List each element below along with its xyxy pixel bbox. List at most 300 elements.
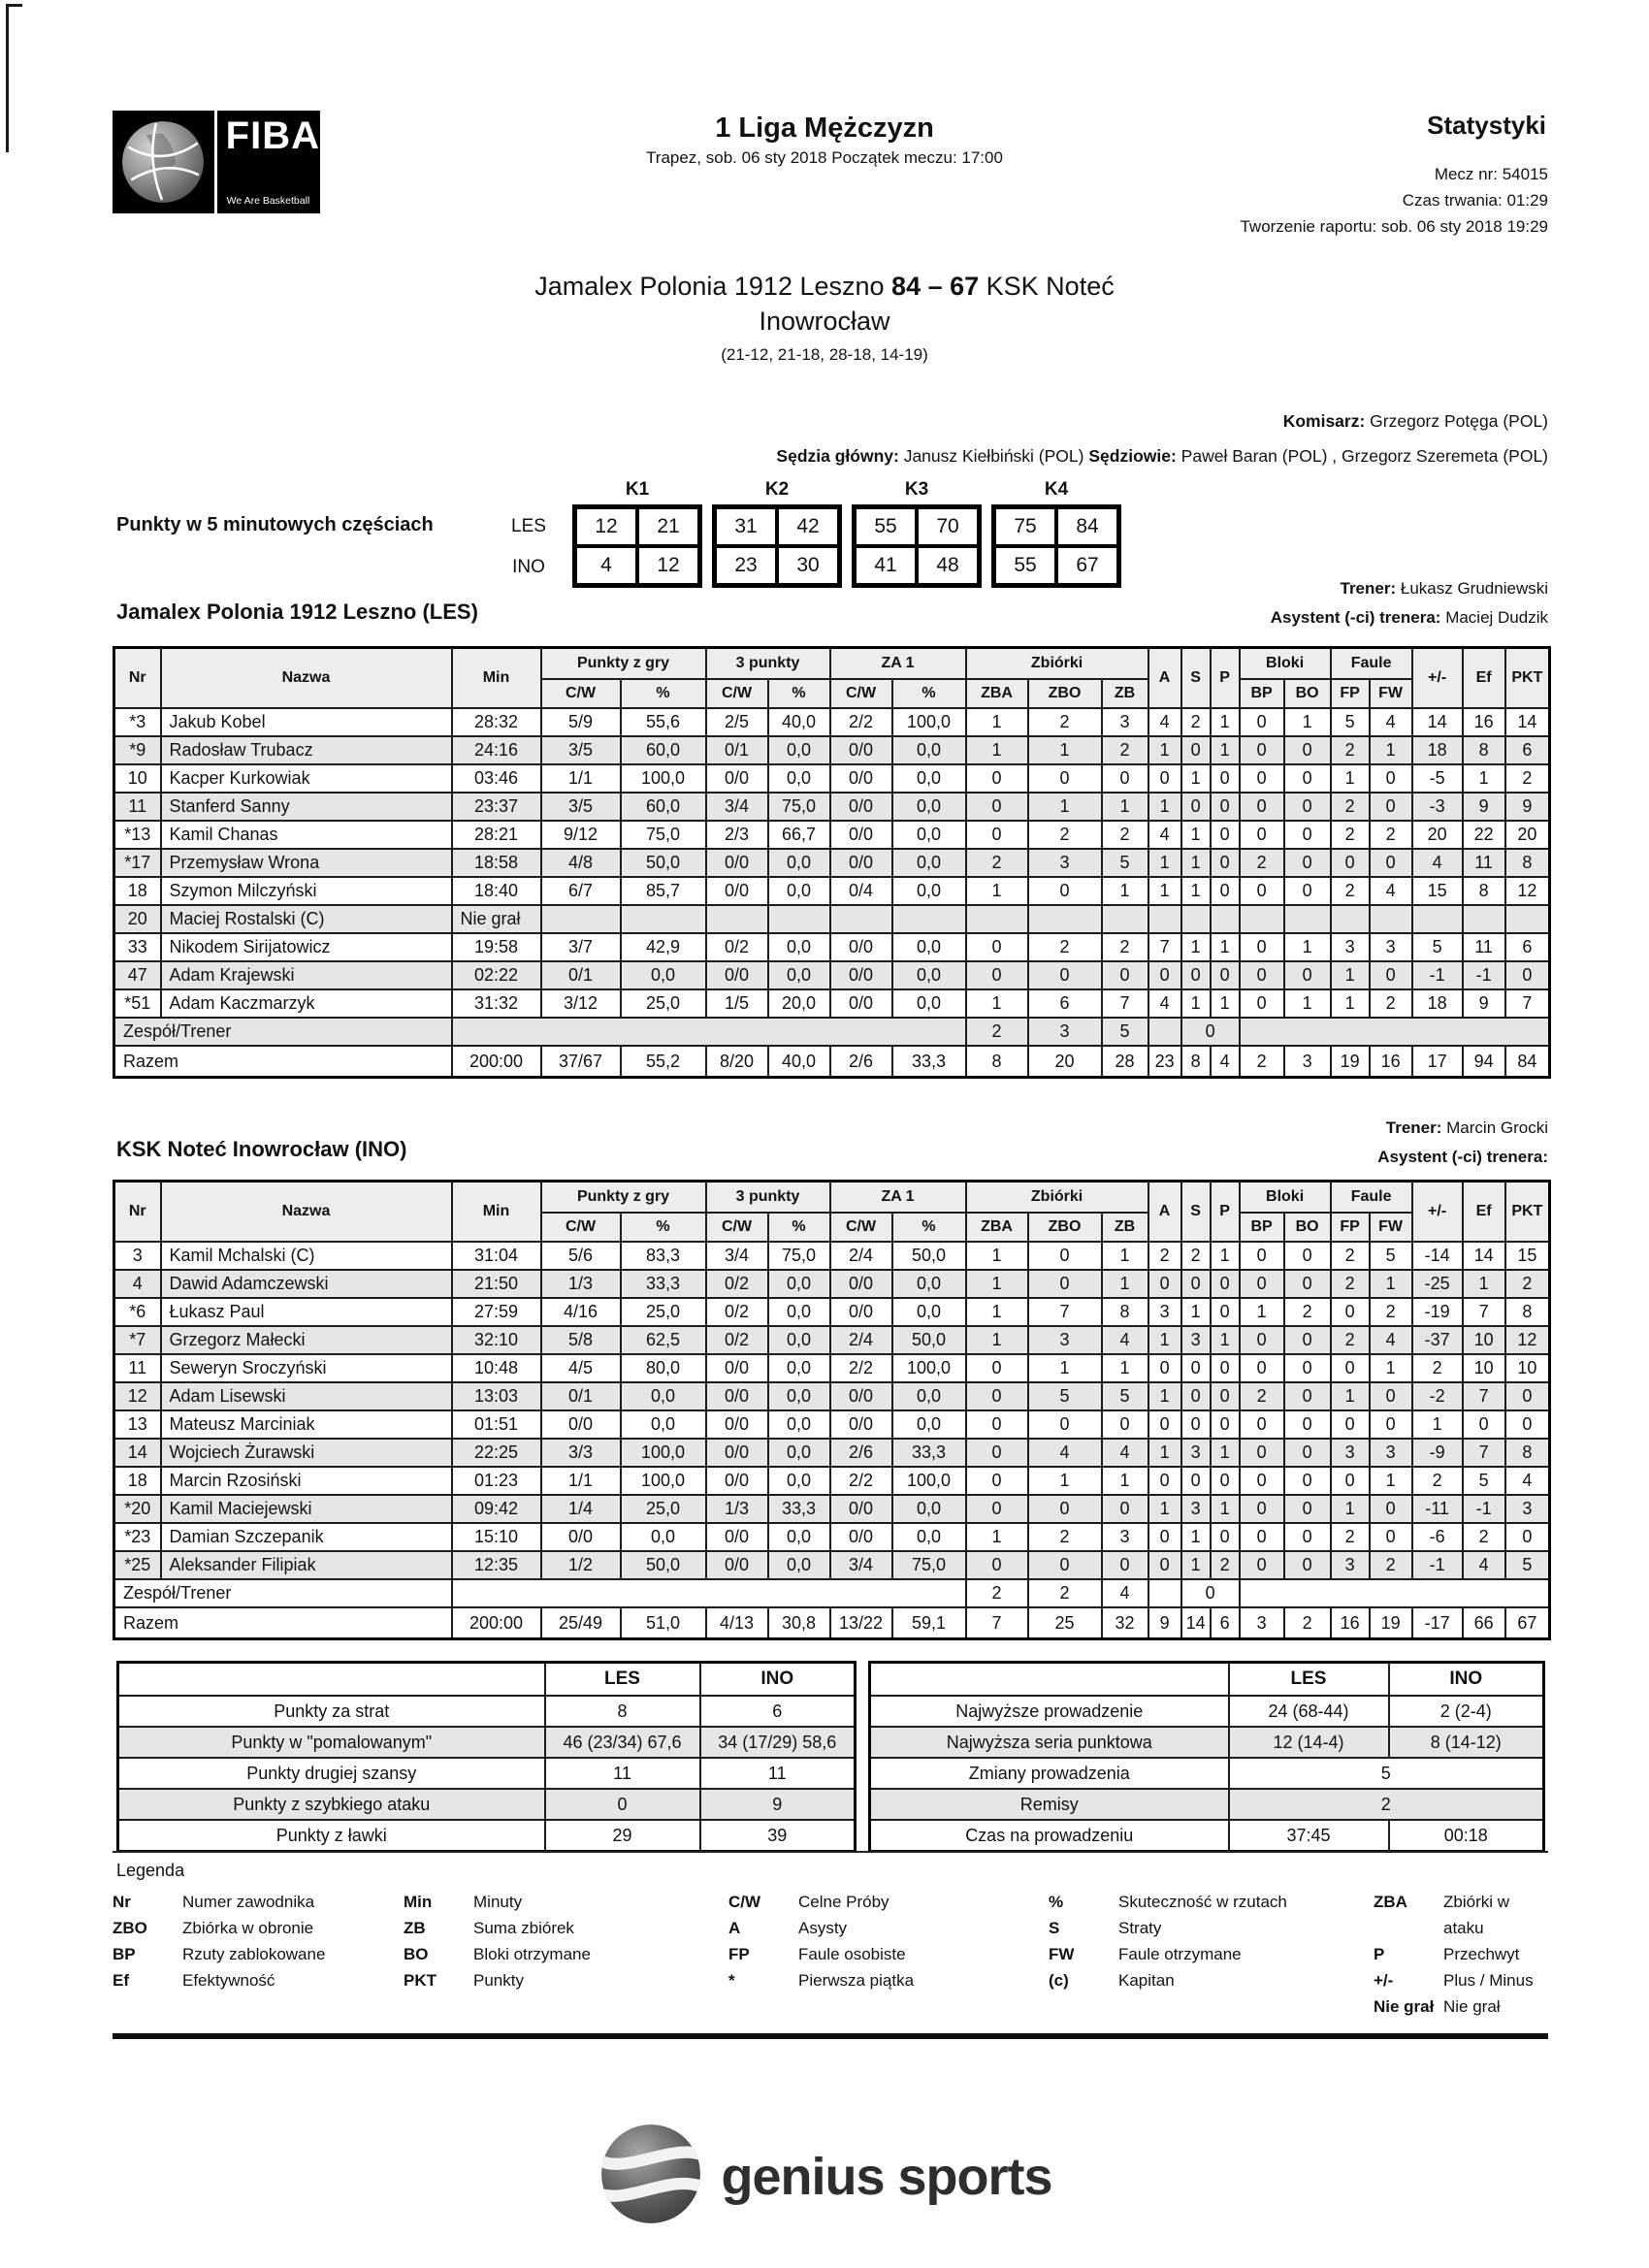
stat-cell: 23 [1148, 1046, 1181, 1078]
stat-cell: 1 [1412, 1410, 1463, 1439]
stat-cell: 0,0 [768, 1354, 830, 1382]
stat-cell: 4 [1370, 708, 1412, 736]
stat-cell: 0 [1331, 1467, 1370, 1495]
stat-cell: 0 [1211, 764, 1240, 793]
stat-cell: 24:16 [452, 736, 541, 764]
stat-cell: 3/3 [541, 1439, 621, 1467]
stat-cell: 0/0 [830, 849, 892, 877]
box-score-table [113, 1180, 1551, 1640]
fiba-tagline: We Are Basketball [226, 195, 310, 207]
stat-cell: 09:42 [452, 1495, 541, 1523]
stat-cell: 0,0 [768, 764, 830, 793]
stat-cell: 0/0 [830, 961, 892, 989]
stat-cell [452, 1579, 966, 1607]
stat-cell: 0,0 [768, 933, 830, 961]
player-name: Aleksander Filipiak [161, 1551, 452, 1579]
stat-cell: 0,0 [892, 989, 966, 1018]
stat-cell: 1 [966, 877, 1028, 905]
period-score-groups [572, 479, 1131, 588]
stat-cell: *25 [114, 1551, 161, 1579]
stat-cell: 1 [1102, 793, 1148, 821]
stat-cell: 0,0 [892, 764, 966, 793]
stat-cell: 10:48 [452, 1354, 541, 1382]
stat-cell: 0 [966, 821, 1028, 849]
stat-cell: 4 [1412, 849, 1463, 877]
stat-cell: 6 [1505, 736, 1550, 764]
stat-cell: 5/9 [541, 708, 621, 736]
summary-label: Punkty z ławki [118, 1820, 545, 1852]
stat-cell: 0 [1181, 961, 1211, 989]
quarter-score-cell: 31 [715, 507, 777, 546]
quarter-score-grid [991, 504, 1121, 588]
team1-assistant-line: Asystent (-ci) trenera: Maciej Dudzik [1270, 608, 1548, 627]
summary-value-les: 12 (14-4) [1229, 1727, 1389, 1758]
totals-row [114, 1046, 1550, 1078]
legend-term: ZB [404, 1919, 426, 1937]
stat-cell: 0 [1211, 1270, 1240, 1298]
stat-cell: 0 [966, 1410, 1028, 1439]
stat-cell: 100,0 [621, 764, 706, 793]
stat-cell [1412, 905, 1463, 933]
stat-cell: 0 [1505, 961, 1550, 989]
stat-cell: 2 [1028, 933, 1102, 961]
stat-cell: 0,0 [892, 736, 966, 764]
quarter-score-cell: 70 [917, 507, 979, 546]
stat-cell: 3/4 [830, 1551, 892, 1579]
legend-definition: Straty [1118, 1919, 1162, 1937]
stat-cell: 100,0 [892, 708, 966, 736]
stat-cell: 0/0 [830, 933, 892, 961]
player-row [114, 1354, 1550, 1382]
stat-cell: 18 [114, 1467, 161, 1495]
stat-cell: *51 [114, 989, 161, 1018]
stat-cell: 0/0 [541, 1523, 621, 1551]
stat-cell: 3/12 [541, 989, 621, 1018]
stat-cell: 33,3 [768, 1495, 830, 1523]
stat-cell: 0/1 [541, 961, 621, 989]
stat-cell: 1/3 [541, 1270, 621, 1298]
stat-cell: 0,0 [768, 1523, 830, 1551]
quarter-score-cell: 67 [1056, 546, 1118, 585]
summary-row [870, 1758, 1544, 1789]
stat-cell: 3 [1028, 1018, 1102, 1046]
stat-cell: 0 [1102, 1551, 1148, 1579]
stat-cell: 3/5 [541, 736, 621, 764]
column-header: P [1211, 648, 1240, 709]
stat-cell: 0 [1028, 1495, 1102, 1523]
summary-row [870, 1820, 1544, 1852]
stat-cell: 32 [1102, 1607, 1148, 1639]
column-subheader: FW [1370, 679, 1412, 708]
stat-cell: 0 [1284, 1270, 1331, 1298]
column-header: Nr [114, 1182, 161, 1243]
stat-cell: 0 [1284, 1410, 1331, 1439]
column-header: Ef [1463, 1182, 1505, 1243]
stat-cell: 1 [1211, 1242, 1240, 1270]
stat-cell: 3 [1028, 1326, 1102, 1354]
stat-cell: 0 [1505, 1382, 1550, 1410]
column-group-header: 3 punkty [706, 1182, 830, 1214]
legend-entry [404, 1941, 728, 1967]
stat-cell: 0/0 [706, 1551, 768, 1579]
away-team-name-2: Inowrocław [759, 307, 890, 336]
stat-cell: 2 [1181, 708, 1211, 736]
stat-cell: 2 [966, 849, 1028, 877]
stat-cell: 12 [114, 1382, 161, 1410]
player-row [114, 877, 1550, 905]
stat-cell: 28:21 [452, 821, 541, 849]
summary-row [118, 1789, 856, 1820]
legend-definition: Faule otrzymane [1118, 1945, 1242, 1963]
stat-cell: 27:59 [452, 1298, 541, 1326]
summary-label: Zmiany prowadzenia [870, 1758, 1229, 1789]
stat-cell: 0 [1370, 849, 1412, 877]
stat-cell: 0/0 [706, 849, 768, 877]
stat-cell: 0 [1028, 1551, 1102, 1579]
stat-cell: 0/0 [830, 1495, 892, 1523]
stat-cell: 0 [1370, 793, 1412, 821]
stat-cell: 3 [1181, 1495, 1211, 1523]
summary-table [116, 1661, 857, 1853]
stat-cell: 0/0 [830, 1410, 892, 1439]
stat-cell: 0,0 [768, 1382, 830, 1410]
player-row [114, 736, 1550, 764]
stat-cell: -14 [1412, 1242, 1463, 1270]
legend-definition: Punkty [473, 1971, 524, 1990]
legend-entry [728, 1889, 1049, 1915]
summary-row [870, 1696, 1544, 1727]
stat-cell: 2 [1240, 1046, 1284, 1078]
legend-term: S [1049, 1919, 1060, 1937]
column-subheader: BO [1284, 679, 1331, 708]
stat-cell: 0,0 [892, 793, 966, 821]
stat-cell: 3 [1284, 1046, 1331, 1078]
column-subheader: C/W [706, 1213, 768, 1242]
stat-cell: 0,0 [768, 1298, 830, 1326]
stat-cell: 0,0 [892, 877, 966, 905]
column-subheader: BP [1240, 1213, 1284, 1242]
stat-cell: 0/0 [706, 764, 768, 793]
stat-cell: 6 [1028, 989, 1102, 1018]
stat-cell [1148, 905, 1181, 933]
legend-column [113, 1889, 404, 2020]
stat-cell: 0 [966, 933, 1028, 961]
stat-cell: 33 [114, 933, 161, 961]
player-row [114, 1551, 1550, 1579]
stat-cell: 0 [1028, 764, 1102, 793]
stat-cell: 0/0 [706, 877, 768, 905]
stat-cell: 1 [1181, 933, 1211, 961]
stat-cell: 100,0 [892, 1354, 966, 1382]
stat-cell: 0 [1211, 961, 1240, 989]
match-number: Mecz nr: 54015 [1434, 165, 1548, 183]
stat-cell: 14 [1463, 1242, 1505, 1270]
column-header: Min [452, 1182, 541, 1243]
stat-cell: 9/12 [541, 821, 621, 849]
stat-cell: 4/5 [541, 1354, 621, 1382]
stat-cell: 1 [1284, 708, 1331, 736]
stat-cell: 1 [1181, 1551, 1211, 1579]
stat-cell: 1 [1331, 1495, 1370, 1523]
stat-cell: 1 [966, 736, 1028, 764]
summary-row [870, 1789, 1544, 1820]
column-group-header: 3 punkty [706, 648, 830, 680]
points-summary-table [116, 1661, 857, 1853]
legend-term: Ef [113, 1971, 129, 1990]
stat-cell: 0/1 [541, 1382, 621, 1410]
totals-label: Razem [114, 1046, 452, 1078]
stat-cell: 2/2 [830, 1354, 892, 1382]
stat-cell: 28:32 [452, 708, 541, 736]
stat-cell: 8/20 [706, 1046, 768, 1078]
stat-cell: 0,0 [621, 961, 706, 989]
stat-cell: 1 [1331, 989, 1370, 1018]
stat-cell: 14 [1181, 1607, 1211, 1639]
stat-cell: 6 [1505, 933, 1550, 961]
stat-cell: 01:51 [452, 1410, 541, 1439]
stat-cell: 0 [1181, 1354, 1211, 1382]
stat-cell: 20 [1028, 1046, 1102, 1078]
quarter-score-grid [712, 504, 842, 588]
stat-cell: 1 [966, 989, 1028, 1018]
stat-cell: 1/1 [541, 1467, 621, 1495]
stat-cell: 3 [1331, 933, 1370, 961]
stat-cell: 8 [1463, 736, 1505, 764]
stat-cell: 0 [1211, 793, 1240, 821]
stat-cell: 2 [1102, 736, 1148, 764]
stat-cell: 1 [966, 1298, 1028, 1326]
match-meta [1240, 161, 1548, 240]
stat-cell: 18:58 [452, 849, 541, 877]
stat-cell: 1 [1102, 1354, 1148, 1382]
stat-cell: 0 [1284, 1382, 1331, 1410]
stat-cell: 0 [1211, 1354, 1240, 1382]
column-group-header: Faule [1331, 648, 1412, 680]
legend-column [1049, 1889, 1374, 2020]
column-subheader: C/W [541, 679, 621, 708]
legend-term: * [728, 1971, 735, 1990]
legend-entry [113, 1967, 404, 1993]
player-name: Adam Lisewski [161, 1382, 452, 1410]
legend-entry [1049, 1941, 1374, 1967]
stat-cell: 0/0 [706, 1439, 768, 1467]
stat-cell: 0 [1240, 1270, 1284, 1298]
stat-cell: 67 [1505, 1607, 1550, 1639]
player-name: Kamil Maciejewski [161, 1495, 452, 1523]
player-row [114, 793, 1550, 821]
stat-cell: -1 [1412, 961, 1463, 989]
stat-cell: 37/67 [541, 1046, 621, 1078]
stat-cell: 2 [1284, 1607, 1331, 1639]
stat-cell: 8 [1102, 1298, 1148, 1326]
stat-cell: *23 [114, 1523, 161, 1551]
column-header: Ef [1463, 648, 1505, 709]
stat-cell: 1 [1102, 877, 1148, 905]
stat-cell: 75,0 [768, 1242, 830, 1270]
stat-cell: 8 [1463, 877, 1505, 905]
column-subheader: % [621, 1213, 706, 1242]
summary-value-ino: 2 (2-4) [1389, 1696, 1544, 1727]
stat-cell: -1 [1463, 1495, 1505, 1523]
stat-cell: 47 [114, 961, 161, 989]
summary-value-ino: 34 (17/29) 58,6 [700, 1727, 856, 1758]
stat-cell: 0/2 [706, 933, 768, 961]
stat-cell: 3 [1331, 1439, 1370, 1467]
stat-cell: -17 [1412, 1607, 1463, 1639]
stat-cell: 100,0 [621, 1439, 706, 1467]
stat-cell: -1 [1412, 1551, 1463, 1579]
summary-value-ino: 6 [700, 1696, 856, 1727]
stat-cell: 0,0 [768, 1410, 830, 1439]
stat-cell: 0,0 [892, 961, 966, 989]
stat-cell: 50,0 [621, 849, 706, 877]
stat-cell: 1 [1102, 1467, 1148, 1495]
stat-cell [621, 905, 706, 933]
legend-entry [1374, 1889, 1548, 1941]
legend-entry [728, 1915, 1049, 1941]
column-subheader: FW [1370, 1213, 1412, 1242]
player-name: Kacper Kurkowiak [161, 764, 452, 793]
stat-cell: 40,0 [768, 708, 830, 736]
legend-entry [1049, 1967, 1374, 1993]
summary-row [118, 1758, 856, 1789]
stat-cell: 1 [1102, 1242, 1148, 1270]
column-subheader: % [892, 679, 966, 708]
stat-cell: 2/3 [706, 821, 768, 849]
player-name: Mateusz Marciniak [161, 1410, 452, 1439]
stat-cell: 0,0 [768, 736, 830, 764]
column-header: Nazwa [161, 1182, 452, 1243]
stat-cell: 6/7 [541, 877, 621, 905]
stat-cell: 9 [1148, 1607, 1181, 1639]
stat-cell: 0 [1284, 764, 1331, 793]
player-row [114, 1410, 1550, 1439]
stat-cell: 2/4 [830, 1326, 892, 1354]
column-subheader: ZBO [1028, 679, 1102, 708]
stat-cell: 9 [1505, 793, 1550, 821]
stat-cell: 0 [966, 764, 1028, 793]
column-header: +/- [1412, 1182, 1463, 1243]
legend-entry [404, 1967, 728, 1993]
legend-term: Min [404, 1893, 433, 1911]
stat-cell: 0 [1102, 1410, 1148, 1439]
stat-cell: 0 [1181, 1410, 1211, 1439]
stat-cell: 1 [1181, 1523, 1211, 1551]
stat-cell: *6 [114, 1298, 161, 1326]
legend-entry [113, 1941, 404, 1967]
stat-cell: 0 [1240, 764, 1284, 793]
stat-cell [1148, 1579, 1181, 1607]
summary-value-les: 8 [545, 1696, 700, 1727]
stat-cell: *17 [114, 849, 161, 877]
legend-definition: Bloki otrzymane [473, 1945, 591, 1963]
column-group-header: ZA 1 [830, 1182, 966, 1214]
stat-cell: 85,7 [621, 877, 706, 905]
summary-header-cell: INO [700, 1663, 856, 1697]
stat-cell: 5/8 [541, 1326, 621, 1354]
stat-cell: 0,0 [892, 933, 966, 961]
stat-cell: 2 [1181, 1242, 1211, 1270]
stat-cell: 10 [1505, 1354, 1550, 1382]
stat-cell: 0 [1102, 961, 1148, 989]
column-group-header: Punkty z gry [541, 1182, 706, 1214]
stat-cell: 0 [1028, 1270, 1102, 1298]
stat-cell: 4 [1211, 1046, 1240, 1078]
stat-cell: 4 [1505, 1467, 1550, 1495]
fiba-text: FIBA [225, 114, 320, 157]
match-duration: Czas trwania: 01:29 [1402, 191, 1548, 210]
stat-cell: 66 [1463, 1607, 1505, 1639]
quarter-group [991, 479, 1121, 588]
box-score-table [113, 646, 1551, 1079]
legend-term: ZBO [113, 1919, 147, 1937]
column-header: PKT [1505, 1182, 1550, 1243]
stat-cell: 5 [1102, 849, 1148, 877]
stat-cell: 0 [1148, 764, 1181, 793]
player-row [114, 1326, 1550, 1354]
stat-cell: 25/49 [541, 1607, 621, 1639]
legend-term: C/W [728, 1893, 761, 1911]
stat-cell: 0 [1240, 877, 1284, 905]
stat-cell: 0 [1211, 1467, 1240, 1495]
quarter-score-cell: 12 [637, 546, 699, 585]
summary-header-cell: INO [1389, 1663, 1544, 1697]
summary-header-cell [870, 1663, 1229, 1697]
stat-cell: 7 [1463, 1382, 1505, 1410]
stat-cell: 2 [1028, 821, 1102, 849]
commissioner-line: Komisarz: Grzegorz Potęga (POL) [1282, 411, 1548, 431]
stat-cell: 9 [1463, 989, 1505, 1018]
stat-cell: 0 [1102, 1495, 1148, 1523]
stat-cell: 0 [1211, 821, 1240, 849]
legend-grid [113, 1889, 1548, 2020]
stat-cell: 1 [966, 1523, 1028, 1551]
stat-cell: 75,0 [768, 793, 830, 821]
stat-cell: 55,2 [621, 1046, 706, 1078]
stat-cell: -37 [1412, 1326, 1463, 1354]
stat-cell: 5 [1412, 933, 1463, 961]
stat-cell: 8 [1505, 1298, 1550, 1326]
stat-cell: 0,0 [768, 1326, 830, 1354]
quarter-score-cell: 55 [994, 546, 1056, 585]
stat-cell: 0 [1240, 821, 1284, 849]
stat-cell [1211, 905, 1240, 933]
stat-cell: 1 [1148, 849, 1181, 877]
stat-cell: 0 [1148, 1270, 1181, 1298]
legend-definition: Efektywność [182, 1971, 275, 1990]
stat-cell: 0 [1211, 1410, 1240, 1439]
stat-cell: 2 [1370, 989, 1412, 1018]
stat-cell: 1 [1181, 877, 1211, 905]
player-name: Seweryn Sroczyński [161, 1354, 452, 1382]
stat-cell: 25 [1028, 1607, 1102, 1639]
legend-definition: Nie grał [1443, 1997, 1501, 2016]
stat-cell: 80,0 [621, 1354, 706, 1382]
stat-cell: 1 [966, 1242, 1028, 1270]
stat-cell: 0 [1240, 933, 1284, 961]
stat-cell: 0 [1102, 764, 1148, 793]
column-header: P [1211, 1182, 1240, 1243]
team-coach-row [114, 1579, 1550, 1607]
column-subheader: C/W [706, 679, 768, 708]
stat-cell: 11 [1463, 849, 1505, 877]
stat-cell: -3 [1412, 793, 1463, 821]
stat-cell: 3 [1102, 708, 1148, 736]
stat-cell: 3 [1181, 1439, 1211, 1467]
stat-cell: 0 [1240, 1354, 1284, 1382]
stat-cell: 25,0 [621, 1298, 706, 1326]
stat-cell: 1 [1211, 1439, 1240, 1467]
